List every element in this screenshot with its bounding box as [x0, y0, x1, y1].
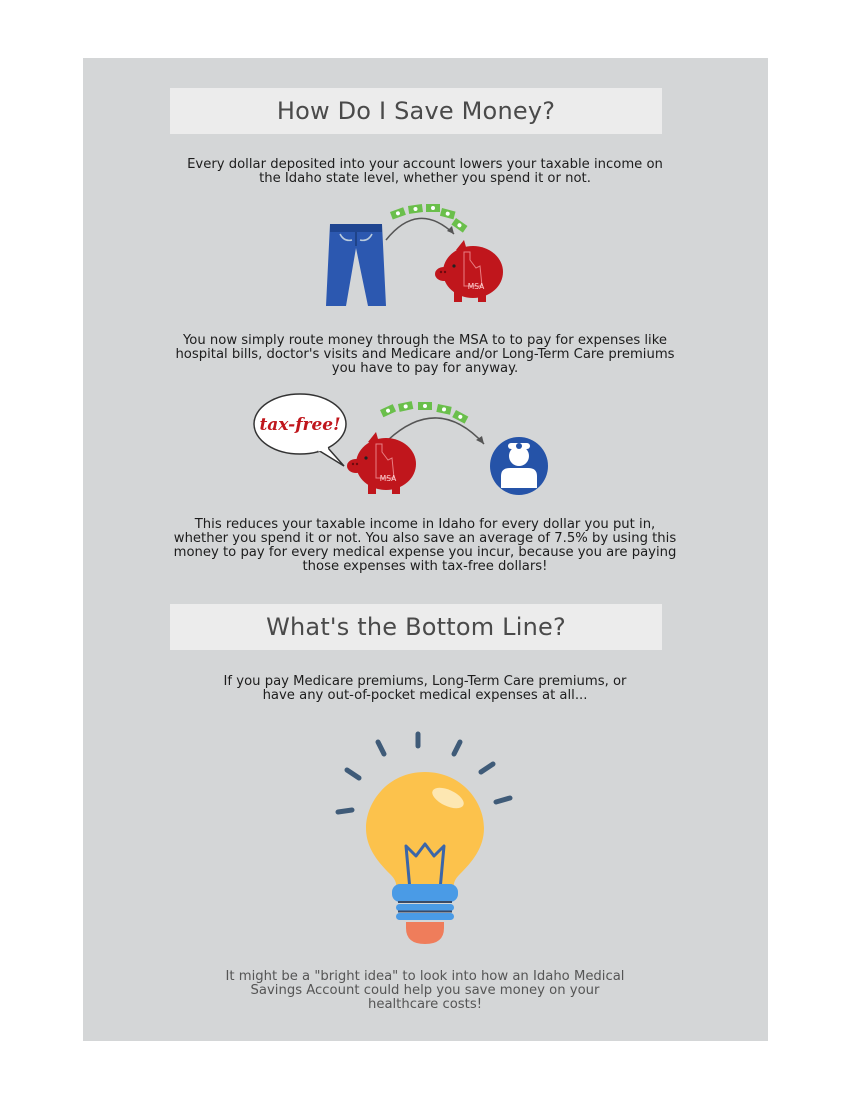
text-line: money to pay for every medical expense you incur, because you are paying: [173, 545, 677, 560]
jeans-to-piggy-illustration: [318, 200, 518, 312]
arrow-icon: [386, 218, 454, 240]
text-line: Savings Account could help you save money on your: [250, 983, 600, 998]
arrow-icon: [388, 418, 484, 444]
doctor-icon: [490, 437, 548, 495]
text-line: healthcare costs!: [367, 997, 483, 1012]
bottom-line-heading: What's the Bottom Line?: [170, 604, 662, 650]
text-line: the Idaho state level, whether you spend it or not.: [259, 171, 591, 186]
light-bulb-icon: [330, 724, 520, 948]
speech-bubble-icon: [254, 394, 346, 466]
piggy-label: MSA: [467, 282, 485, 291]
text-line: hospital bills, doctor's visits and Medicare and/or Long-Term Care premiums: [175, 347, 675, 362]
text-line: those expenses with tax-free dollars!: [302, 559, 548, 574]
route-money-text: [130, 334, 720, 376]
tax-free-label: tax-free!: [259, 415, 341, 435]
text-line: you have to pay for anyway.: [331, 361, 519, 376]
money-icon: [390, 204, 467, 233]
text-line: It might be a "bright idea" to look into how an Idaho Medical: [225, 969, 625, 984]
save-money-heading: How Do I Save Money?: [170, 88, 662, 134]
piggy-bank-icon: [347, 432, 416, 494]
piggy-to-doctor-illustration: [248, 388, 558, 500]
reduces-income-text: [130, 518, 720, 574]
piggy-bank-icon: [435, 240, 503, 302]
save-money-intro: [130, 158, 720, 186]
closing-text: [130, 970, 720, 1012]
text-line: This reduces your taxable income in Idaho for every dollar you put in,: [194, 517, 656, 532]
text-line: Every dollar deposited into your account lowers your taxable income on: [187, 157, 663, 172]
bottom-line-intro: [130, 675, 720, 703]
piggy-label: MSA: [379, 474, 397, 483]
money-icon: [380, 401, 468, 424]
jeans-icon: [326, 224, 386, 306]
text-line: whether you spend it or not. You also save an average of 7.5% by using this: [173, 531, 677, 546]
text-line: If you pay Medicare premiums, Long-Term Care premiums, or: [223, 674, 627, 689]
text-line: have any out-of-pocket medical expenses at all...: [262, 688, 588, 703]
text-line: You now simply route money through the MSA to to pay for expenses like: [182, 333, 668, 348]
